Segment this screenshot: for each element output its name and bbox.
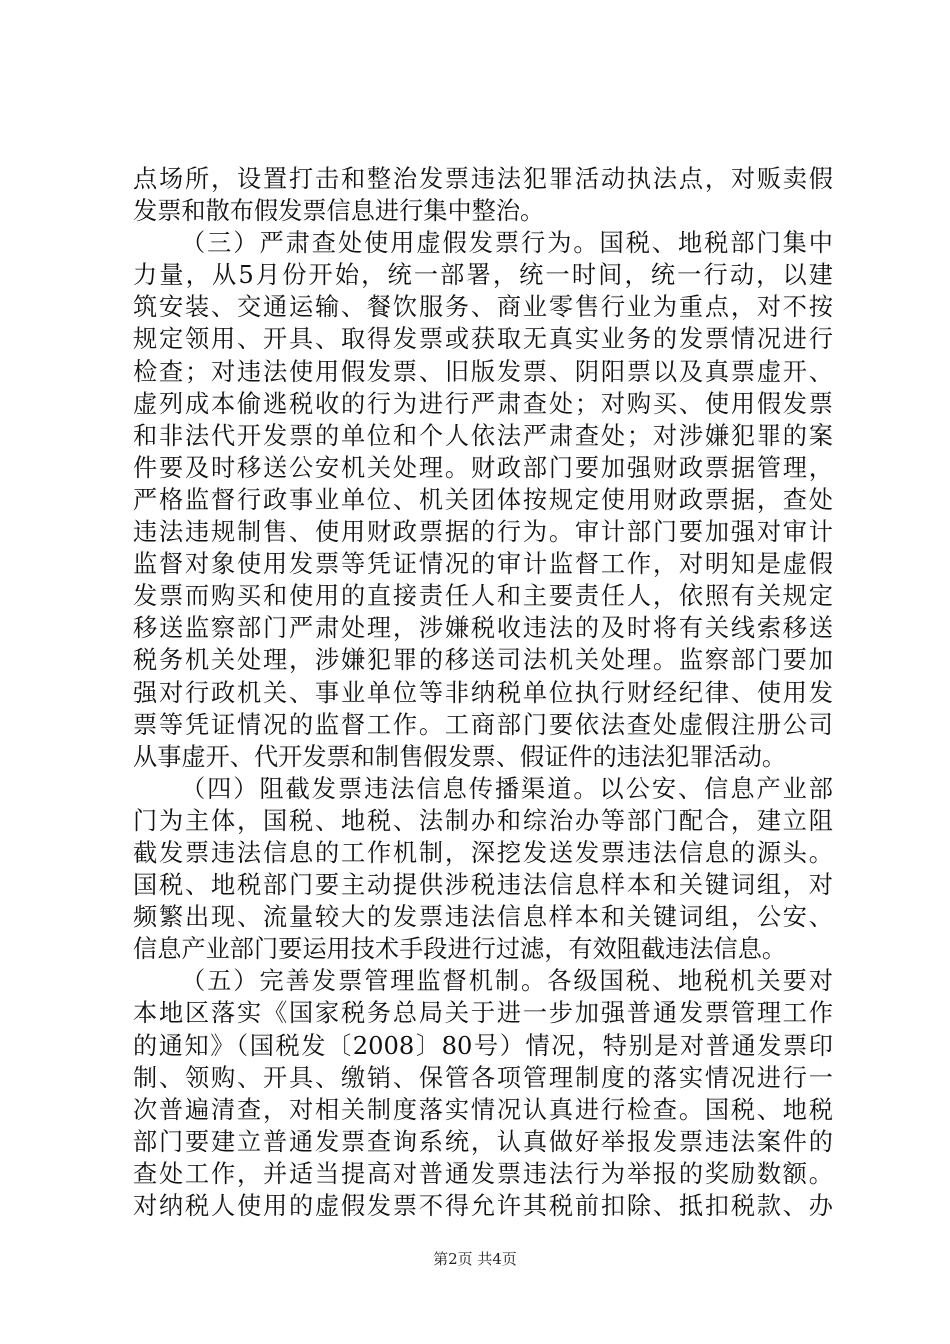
text-line: 移送监察部门严肃处理，涉嫌税收违法的及时将有关线索移送	[133, 614, 833, 643]
page-footer: 第2页 共4页	[433, 1250, 517, 1268]
text-line: 制、领购、开具、缴销、保管各项管理制度的落实情况进行一	[133, 1063, 833, 1092]
text-line: 虚列成本偷逃税收的行为进行严肃查处；对购买、使用假发票	[133, 389, 833, 418]
text-line: 税务机关处理，涉嫌犯罪的移送司法机关处理。监察部门要加	[133, 646, 833, 675]
text-line: 部门要建立普通发票查询系统，认真做好举报发票违法案件的	[133, 1127, 833, 1156]
text-line: 频繁出现、流量较大的发票违法信息样本和关键词组，公安、	[133, 903, 833, 932]
document-body	[133, 163, 833, 1222]
text-line: 和非法代开发票的单位和个人依法严肃查处；对涉嫌犯罪的案	[133, 421, 833, 450]
text-line: 点场所，设置打击和整治发票违法犯罪活动执法点，对贩卖假	[133, 165, 833, 193]
text-line: 规定领用、开具、取得发票或获取无真实业务的发票情况进行	[133, 325, 833, 354]
text-line: 次普遍清查，对相关制度落实情况认真进行检查。国税、地税	[133, 1095, 833, 1124]
text-line: 门为主体，国税、地税、法制办和综治办等部门配合，建立阻	[133, 806, 833, 835]
text-line: 截发票违法信息的工作机制，深挖发送发票违法信息的源头。	[133, 838, 833, 867]
text-line: 从事虚开、代开发票和制售假发票、假证件的违法犯罪活动。	[133, 742, 787, 771]
text-line: 发票而购买和使用的直接责任人和主要责任人，依照有关规定	[133, 582, 833, 611]
text-line: 的通知》（国税发〔2008〕80号）情况，特别是对普通发票印	[133, 1031, 833, 1060]
text-line: 违法违规制售、使用财政票据的行为。审计部门要加强对审计	[133, 518, 833, 547]
text-line: 件要及时移送公安机关处理。财政部门要加强财政票据管理，	[133, 453, 833, 482]
text-line: 力量，从5月份开始，统一部署，统一时间，统一行动，以建	[133, 261, 833, 290]
text-line: （三）严肃查处使用虚假发票行为。国税、地税部门集中	[181, 229, 833, 258]
text-line: 查处工作，并适当提高对普通发票违法行为举报的奖励数额。	[133, 1159, 833, 1188]
text-line: 票等凭证情况的监督工作。工商部门要依法查处虚假注册公司	[133, 710, 833, 739]
text-line: 强对行政机关、事业单位等非纳税单位执行财经纪律、使用发	[133, 678, 833, 707]
text-line: 检查；对违法使用假发票、旧版发票、阴阳票以及真票虚开、	[133, 357, 833, 386]
text-line: 筑安装、交通运输、餐饮服务、商业零售行业为重点，对不按	[133, 293, 833, 322]
text-line: （四）阻截发票违法信息传播渠道。以公安、信息产业部	[181, 774, 833, 803]
text-line: 严格监督行政事业单位、机关团体按规定使用财政票据，查处	[133, 485, 833, 514]
text-line: 国税、地税部门要主动提供涉税违法信息样本和关键词组，对	[133, 871, 833, 900]
text-line: 发票和散布假发票信息进行集中整治。	[133, 197, 545, 226]
text-line: （五）完善发票管理监督机制。各级国税、地税机关要对	[181, 967, 833, 996]
text-line: 监督对象使用发票等凭证情况的审计监督工作，对明知是虚假	[133, 550, 833, 579]
text-line: 信息产业部门要运用技术手段进行过滤，有效阻截违法信息。	[133, 935, 787, 964]
text-line: 本地区落实《国家税务总局关于进一步加强普通发票管理工作	[133, 999, 833, 1028]
text-line: 对纳税人使用的虚假发票不得允许其税前扣除、抵扣税款、办	[133, 1192, 833, 1220]
